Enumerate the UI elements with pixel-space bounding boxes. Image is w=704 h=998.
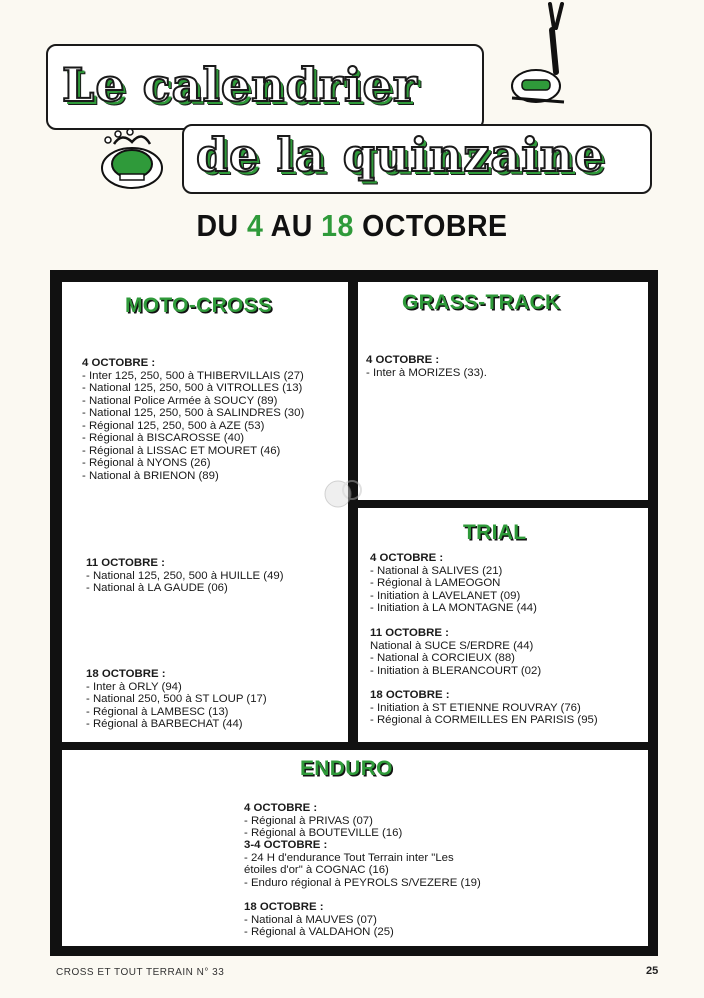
event-date: 4 OCTOBRE : <box>370 552 444 564</box>
watermark-stamp-icon <box>322 472 366 518</box>
enduro-title: ENDURO <box>300 757 393 780</box>
event-line: - Régional à BOUTEVILLE (16) <box>244 827 403 839</box>
motocross-title: MOTO-CROSS <box>125 294 273 317</box>
event-line: - Régional à LAMEOGON <box>370 577 501 589</box>
event-line: - Initiation à LA MONTAGNE (44) <box>370 602 537 614</box>
enduro-group-oct3-4 <box>244 839 481 889</box>
event-line: - Régional à PRIVAS (07) <box>244 814 373 827</box>
event-line: - Régional à LAMBESC (13) <box>86 705 229 718</box>
trial-title: TRIAL <box>463 521 527 544</box>
event-line: - Régional à BARBECHAT (44) <box>86 718 243 730</box>
event-line: - Initiation à ST ETIENNE ROUVRAY (76) <box>370 701 581 714</box>
end-day: 18 <box>321 208 354 243</box>
event-line: - Régional 125, 250, 500 à AZE (53) <box>82 419 265 432</box>
helmet-mascot-icon <box>96 128 168 190</box>
event-line: - 24 H d'endurance Tout Terrain inter "Les <box>244 851 454 864</box>
event-line: - Régional à VALDAHON (25) <box>244 926 394 938</box>
enduro-group-oct18 <box>244 901 394 939</box>
event-line: - Régional à LISSAC ET MOURET (46) <box>82 444 281 457</box>
event-date: 18 OCTOBRE : <box>370 689 450 701</box>
event-line: - National à SALIVES (21) <box>370 564 503 577</box>
event-line: - Inter à MORIZES (33). <box>366 366 487 379</box>
motocross-group-oct11 <box>86 557 284 595</box>
event-line: - National 125, 250, 500 à SALINDRES (30) <box>82 407 305 419</box>
event-date: 4 OCTOBRE : <box>366 354 440 366</box>
page-title-line2: de la quinzaine <box>196 128 605 182</box>
event-date: 3-4 OCTOBRE : <box>244 839 328 851</box>
event-line: - National 125, 250, 500 à HUILLE (49) <box>86 569 284 582</box>
event-line: - National Police Armée à SOUCY (89) <box>82 394 278 407</box>
page-number: 25 <box>646 965 659 977</box>
event-line: - National 250, 500 à ST LOUP (17) <box>86 693 267 705</box>
event-line: - National 125, 250, 500 à VITROLLES (13) <box>82 382 303 394</box>
start-day: 4 <box>246 208 264 243</box>
victory-rider-icon <box>506 2 578 106</box>
event-date: 18 OCTOBRE : <box>86 668 166 680</box>
event-date: 18 OCTOBRE : <box>244 901 324 913</box>
event-date: 4 OCTOBRE : <box>82 357 156 369</box>
event-line: - Régional à NYONS (26) <box>82 457 211 469</box>
event-line: - Inter 125, 250, 500 à THIBERVILLAIS (27) <box>82 369 304 382</box>
event-date: 4 OCTOBRE : <box>244 802 318 814</box>
event-line: - National à LA GAUDE (06) <box>86 582 228 594</box>
trial-group-oct11 <box>370 627 541 677</box>
event-line: National à SUCE S/ERDRE (44) <box>370 639 534 652</box>
trial-group-oct18 <box>370 689 598 727</box>
event-line: - National à BRIENON (89) <box>82 469 219 482</box>
event-line: - Inter à ORLY (94) <box>86 680 182 693</box>
event-date: 11 OCTOBRE : <box>86 557 165 569</box>
grasstrack-group-oct4 <box>366 354 487 379</box>
enduro-group-oct4 <box>244 802 402 840</box>
event-line: - Régional à BISCAROSSE (40) <box>82 432 245 444</box>
motocross-group-oct4 <box>82 357 304 482</box>
grasstrack-title: GRASS-TRACK <box>402 291 561 314</box>
motocross-group-oct18 <box>86 668 267 731</box>
event-line: - Enduro régional à PEYROLS S/VEZERE (19) <box>244 876 481 889</box>
page-title-line1: Le calendrier <box>62 58 419 112</box>
event-line: étoiles d'or" à COGNAC (16) <box>244 864 389 876</box>
event-date: 11 OCTOBRE : <box>370 627 449 639</box>
date-range-heading: DU 4 AU 18 OCTOBRE <box>196 208 508 243</box>
event-line: - Régional à CORMEILLES EN PARISIS (95) <box>370 714 598 726</box>
trial-group-oct4 <box>370 552 537 615</box>
event-line: - National à MAUVES (07) <box>244 913 377 926</box>
event-line: - Initiation à BLERANCOURT (02) <box>370 664 542 677</box>
event-line: - Initiation à LAVELANET (09) <box>370 589 521 602</box>
magazine-footer: CROSS ET TOUT TERRAIN N° 33 <box>56 967 225 978</box>
event-line: - National à CORCIEUX (88) <box>370 652 515 664</box>
